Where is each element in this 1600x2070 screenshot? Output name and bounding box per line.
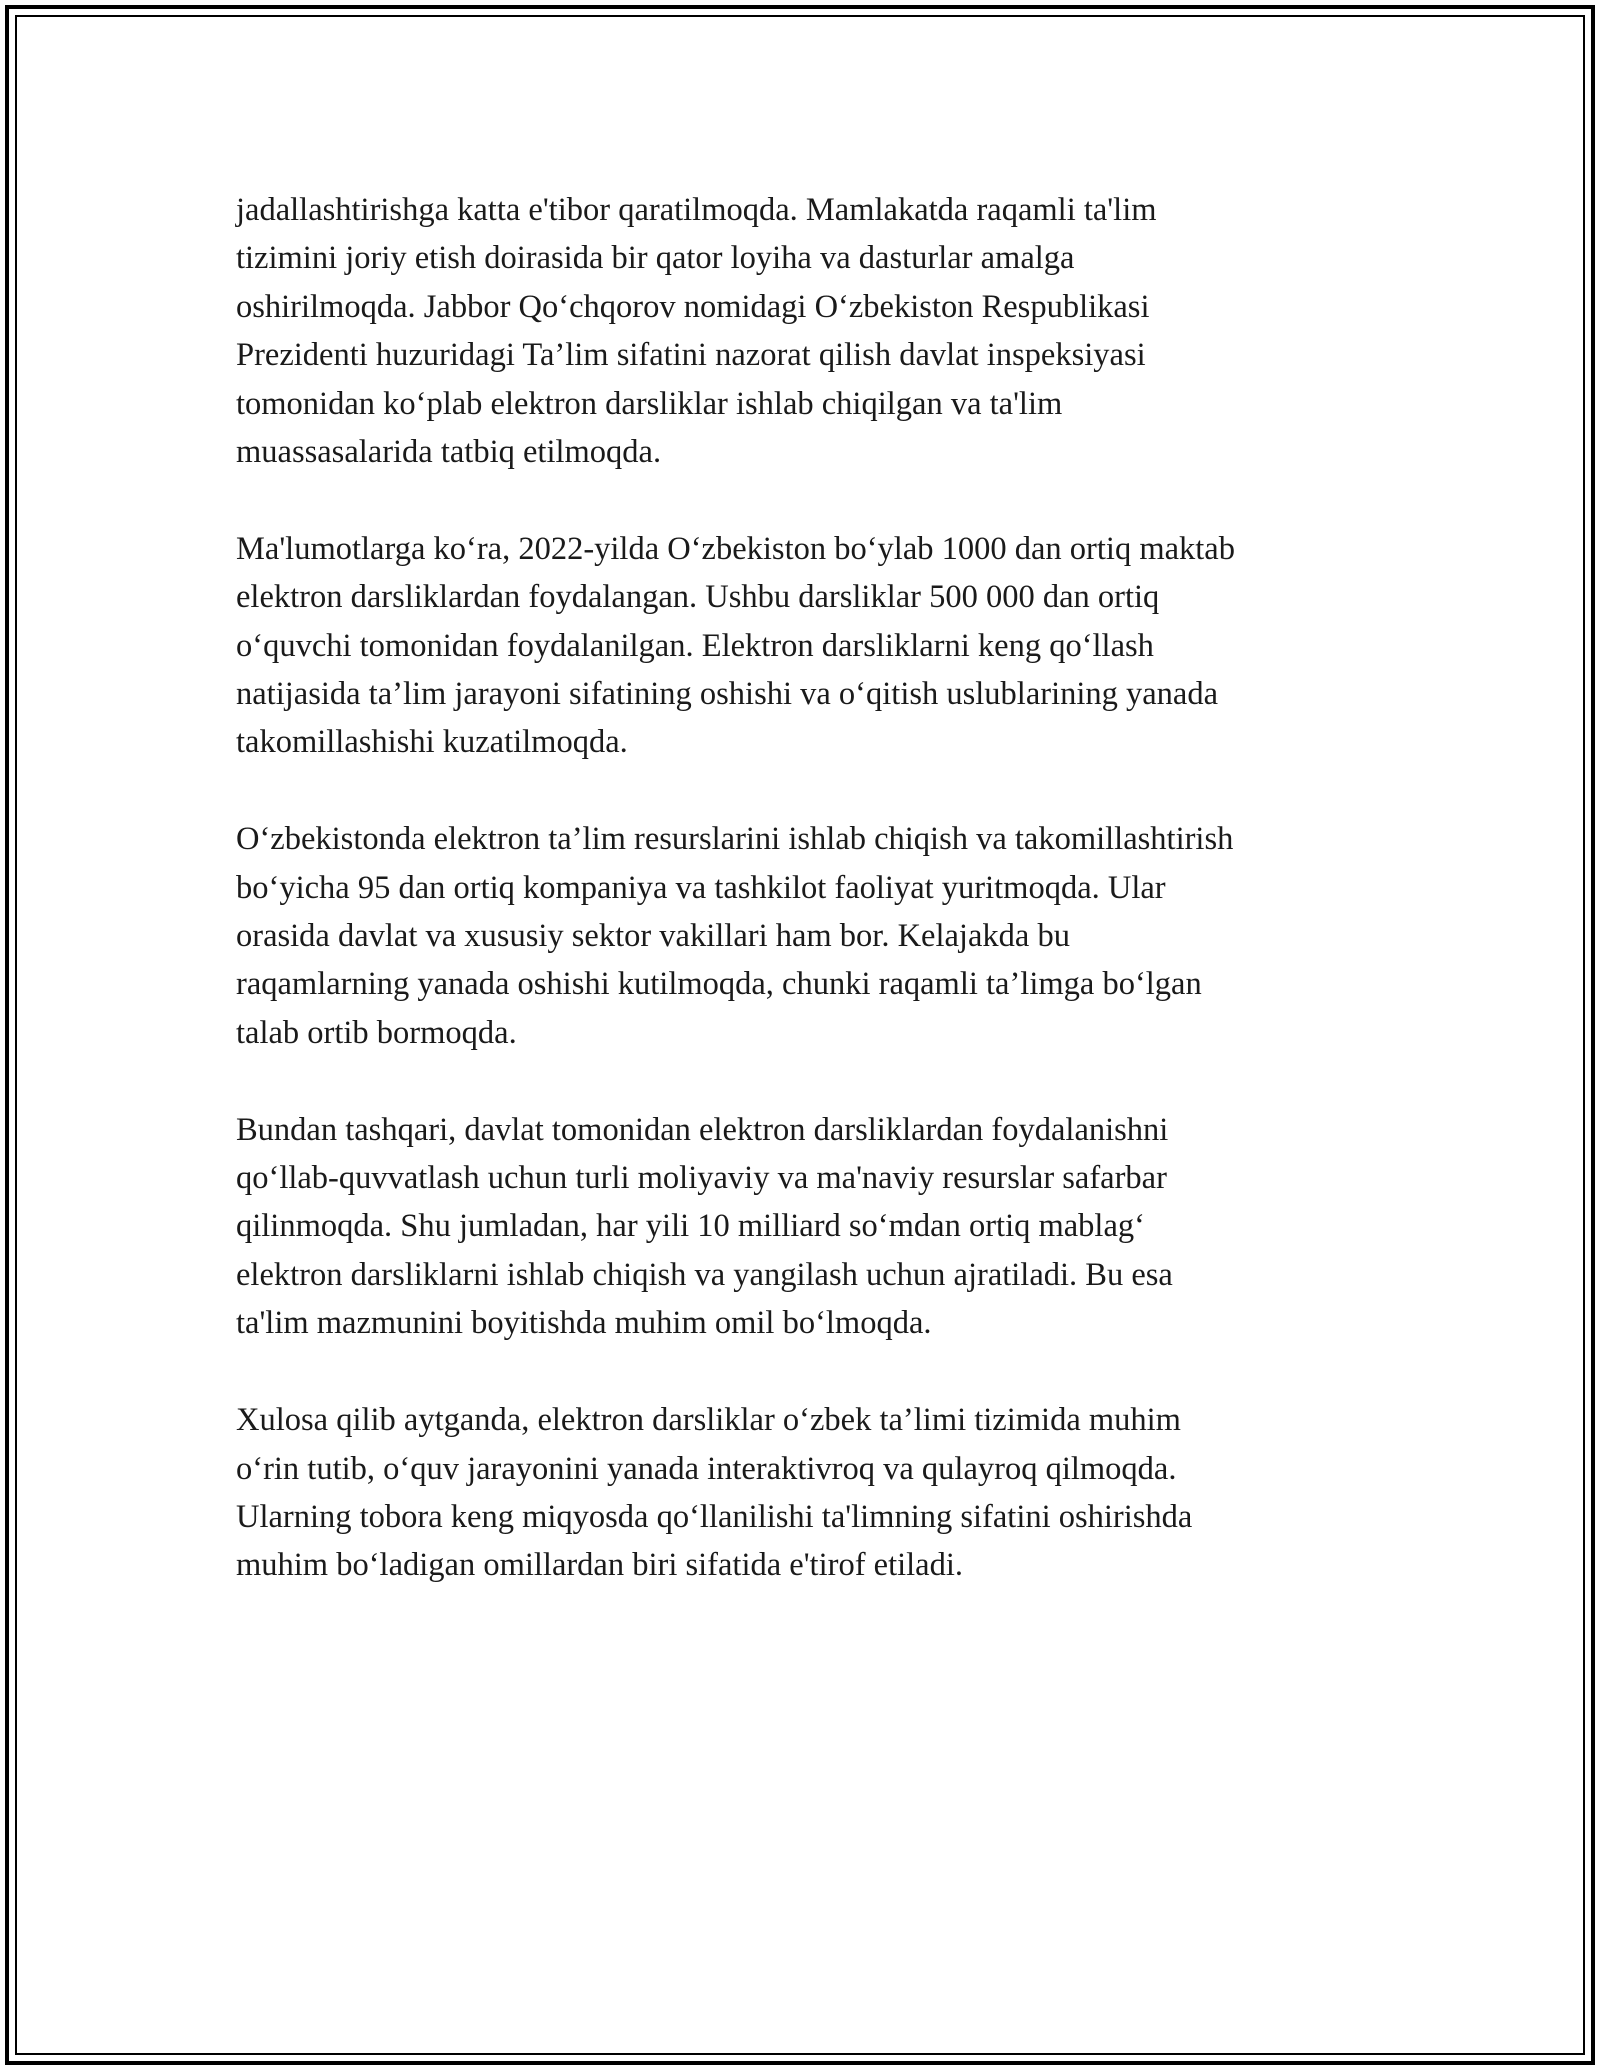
paragraph-1 [236,186,1416,476]
text-line: jadallashtirishga katta e'tibor qaratilmoqda. Mamlakatda raqamli ta'lim [236,192,1157,228]
text-line: Prezidenti huzuridagi Ta’lim sifatini nazorat qilish davlat inspeksiyasi [236,337,1146,374]
text-line: qo‘llab-quvvatlash uchun turli moliyaviy va ma'naviy resurslar safarbar [236,1160,1167,1197]
text-line: elektron darsliklardan foydalangan. Ushbu darsliklar 500 000 dan ortiq [236,579,1160,616]
text-line: tomonidan ko‘plab elektron darsliklar ishlab chiqilgan va ta'lim [236,385,1063,422]
text-line: talab ortib bormoqda. [236,1014,517,1051]
text-line: takomillashishi kuzatilmoqda. [236,724,628,761]
paragraph-4 [236,1106,1416,1348]
text-line: muassasalarida tatbiq etilmoqda. [236,434,662,471]
paragraph-2 [236,525,1416,767]
text-line: elektron darsliklarni ishlab chiqish va yangilash uchun ajratiladi. Bu esa [236,1256,1173,1293]
text-line: o‘rin tutib, o‘quv jarayonini yanada interaktivroq va qulayroq qilmoqda. [236,1450,1177,1487]
text-line: bo‘yicha 95 dan ortiq kompaniya va tashkilot faoliyat yuritmoqda. Ular [236,869,1166,906]
text-line: O‘zbekistonda elektron ta’lim resurslarini ishlab chiqish va takomillashtirish [236,821,1234,858]
text-line: muhim bo‘ladigan omillardan biri sifatida e'tirof etiladi. [236,1547,963,1584]
text-line: Xulosa qilib aytganda, elektron darsliklar o‘zbek ta’limi tizimida muhim [236,1402,1181,1439]
document-body [236,186,1416,1638]
text-line: Ularning tobora keng miqyosda qo‘llanilishi ta'limning sifatini oshirishda [236,1498,1193,1535]
text-line: tizimini joriy etish doirasida bir qator loyiha va dasturlar amalga [236,240,1075,277]
paragraph-5 [236,1396,1416,1590]
text-line: Bundan tashqari, davlat tomonidan elektron darsliklardan foydalanishni [236,1111,1169,1148]
text-line: ta'lim mazmunini boyitishda muhim omil bo‘lmoqda. [236,1305,932,1342]
text-line: raqamlarning yanada oshishi kutilmoqda, chunki raqamli ta’limga bo‘lgan [236,966,1202,1003]
text-line: natijasida ta’lim jarayoni sifatining oshishi va o‘qitish uslublarining yanada [236,676,1219,713]
text-line: orasida davlat va xususiy sektor vakillari ham bor. Kelajakda bu [236,918,1070,955]
text-line: Ma'lumotlarga ko‘ra, 2022-yilda O‘zbekiston bo‘ylab 1000 dan ortiq maktab [236,530,1235,567]
text-line: o‘quvchi tomonidan foydalanilgan. Elektron darsliklarni keng qo‘llash [236,627,1154,664]
paragraph-3 [236,815,1416,1057]
text-line: qilinmoqda. Shu jumladan, har yili 10 milliard so‘mdan ortiq mablag‘ [236,1208,1145,1245]
text-line: oshirilmoqda. Jabbor Qo‘chqorov nomidagi O‘zbekiston Respublikasi [236,288,1150,325]
